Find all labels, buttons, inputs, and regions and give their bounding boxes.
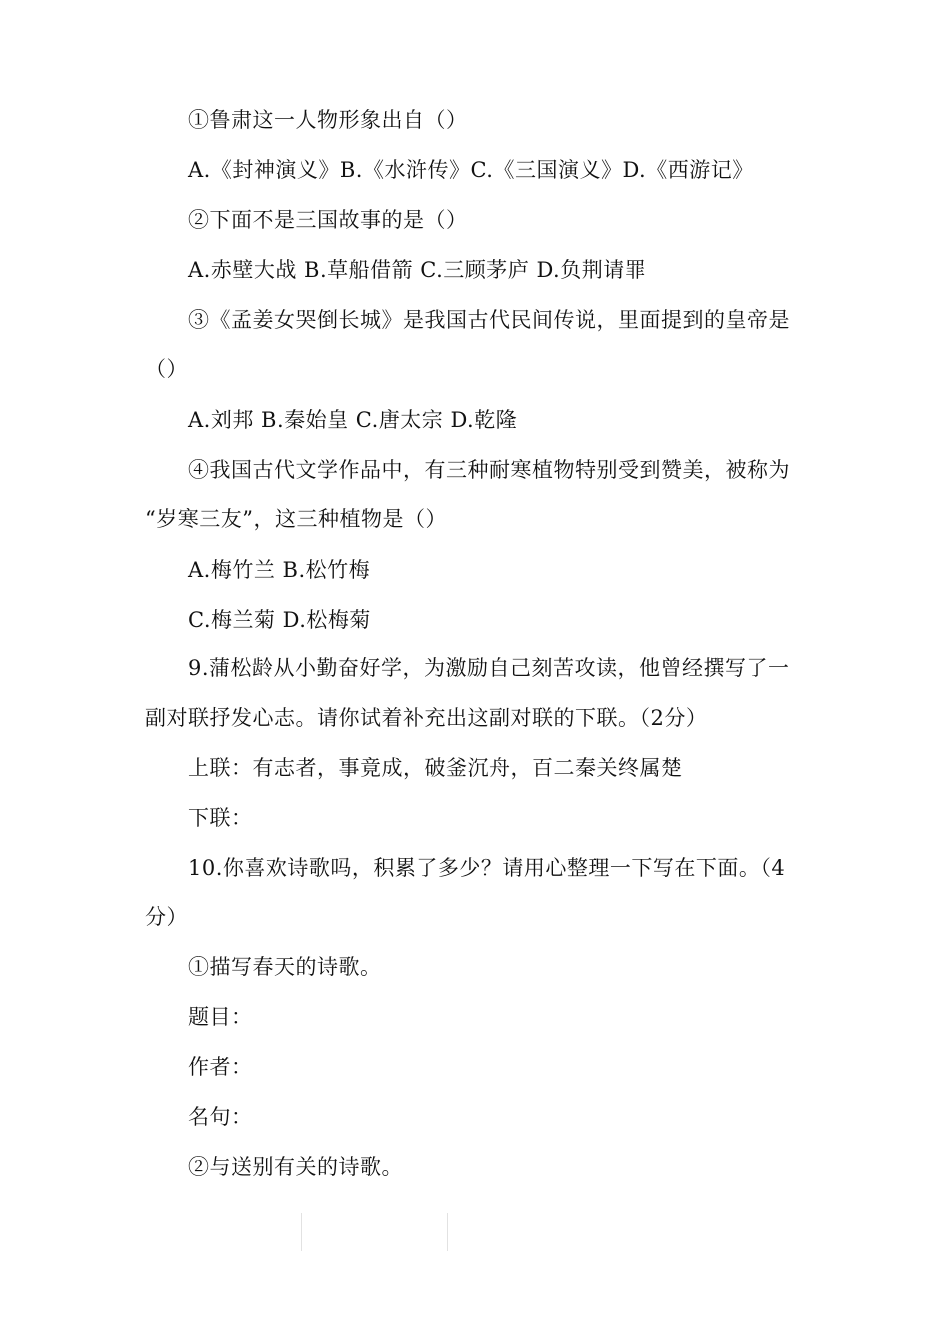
question-8-1-stem: ①鲁肃这一人物形象出自（） [188, 108, 468, 132]
question-9-upper-couplet: 上联：有志者，事竟成，破釜沉舟，百二秦关终属楚 [188, 756, 683, 780]
question-9-stem-continued: 副对联抒发心志。请你试着补充出这副对联的下联。（2分） [145, 706, 708, 730]
question-8-1-options: A.《封神演义》B.《水浒传》C.《三国演义》D.《西游记》 [188, 158, 754, 182]
question-10-stem: 10.你喜欢诗歌吗，积累了多少？请用心整理一下写在下面。（4 [188, 856, 786, 880]
question-8-2-stem: ②下面不是三国故事的是（） [188, 208, 468, 232]
question-9-lower-couplet-label: 下联： [188, 806, 253, 830]
question-10-2-prompt: ②与送别有关的诗歌。 [188, 1155, 403, 1179]
question-8-4-stem: ④我国古代文学作品中，有三种耐寒植物特别受到赞美，被称为 [188, 458, 790, 482]
famous-line-field-label: 名句： [188, 1105, 253, 1129]
footer-divider-box [301, 1213, 448, 1251]
question-9-stem: 9.蒲松龄从小勤奋好学，为激励自己刻苦攻读，他曾经撰写了一 [188, 656, 790, 680]
question-8-3-stem: ③《孟姜女哭倒长城》是我国古代民间传说，里面提到的皇帝是 [188, 308, 790, 332]
question-10-stem-continued: 分） [145, 905, 188, 929]
question-8-2-options: A.赤壁大战 B.草船借箭 C.三顾茅庐 D.负荆请罪 [188, 258, 647, 282]
question-8-3-options: A.刘邦 B.秦始皇 C.唐太宗 D.乾隆 [188, 408, 518, 432]
question-8-4-stem-continued: “岁寒三友”，这三种植物是（） [145, 507, 447, 531]
question-10-1-prompt: ①描写春天的诗歌。 [188, 955, 382, 979]
question-8-4-options-ab: A.梅竹兰 B.松竹梅 [188, 558, 371, 582]
question-8-4-options-cd: C.梅兰菊 D.松梅菊 [188, 608, 371, 632]
question-8-3-stem-continued: （） [145, 357, 188, 381]
title-field-label: 题目： [188, 1005, 253, 1029]
author-field-label: 作者： [188, 1055, 253, 1079]
